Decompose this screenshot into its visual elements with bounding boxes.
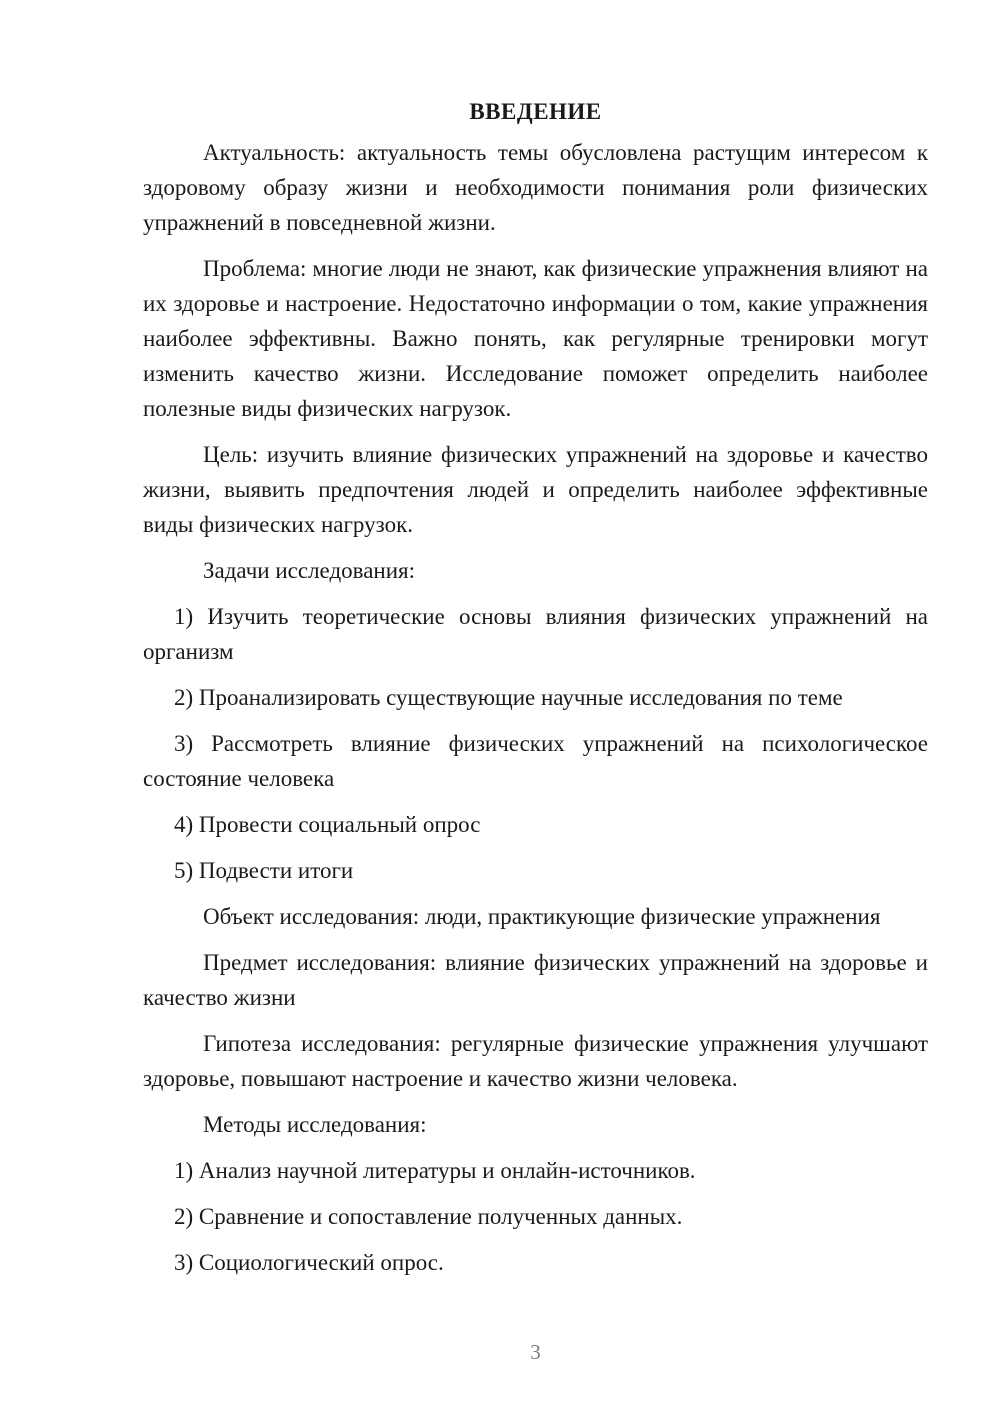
task-item-5: 5) Подвести итоги xyxy=(174,858,354,883)
paragraph-subject: Предмет исследования: влияние физических упражнений на здоровье и качество жизни xyxy=(143,950,928,1010)
paragraph-object: Объект исследования: люди, практикующие физические упражнения xyxy=(203,904,881,929)
task-item-3: 3) Рассмотреть влияние физических упражнений на психологическое состояние человека xyxy=(143,731,928,791)
paragraph-methods-heading: Методы исследования: xyxy=(203,1112,427,1137)
page-number: 3 xyxy=(530,1340,541,1364)
method-item-2: 2) Сравнение и сопоставление полученных данных. xyxy=(174,1204,683,1229)
paragraph-tasks-heading: Задачи исследования: xyxy=(203,558,416,583)
paragraph-goal: Цель: изучить влияние физических упражнений на здоровье и качество жизни, выявить предпочтения людей и определить наиболее эффективные виды физических нагрузок. xyxy=(143,442,928,537)
task-item-4: 4) Провести социальный опрос xyxy=(174,812,481,837)
paragraph-problem: Проблема: многие люди не знают, как физические упражнения влияют на их здоровье и настроение. Недостаточно информации о том, какие упражнения наиболее эффективны. Важно понять, как регулярные тренировки могут изменить качество жизни. Исследование поможет определить наиболее полезные виды физических нагрузок. xyxy=(143,256,928,421)
method-item-3: 3) Социологический опрос. xyxy=(174,1250,444,1275)
paragraph-relevance: Актуальность: актуальность темы обусловлена растущим интересом к здоровому образу жизни и необходимости понимания роли физических упражнений в повседневной жизни. xyxy=(143,140,928,235)
task-item-2: 2) Проанализировать существующие научные исследования по теме xyxy=(174,685,843,710)
task-item-1: 1) Изучить теоретические основы влияния физических упражнений на организм xyxy=(143,604,928,664)
page-title: ВВЕДЕНИЕ xyxy=(469,99,602,124)
method-item-1: 1) Анализ научной литературы и онлайн-источников. xyxy=(174,1158,696,1183)
paragraph-hypothesis: Гипотеза исследования: регулярные физические упражнения улучшают здоровье, повышают настроение и качество жизни человека. xyxy=(143,1031,928,1091)
